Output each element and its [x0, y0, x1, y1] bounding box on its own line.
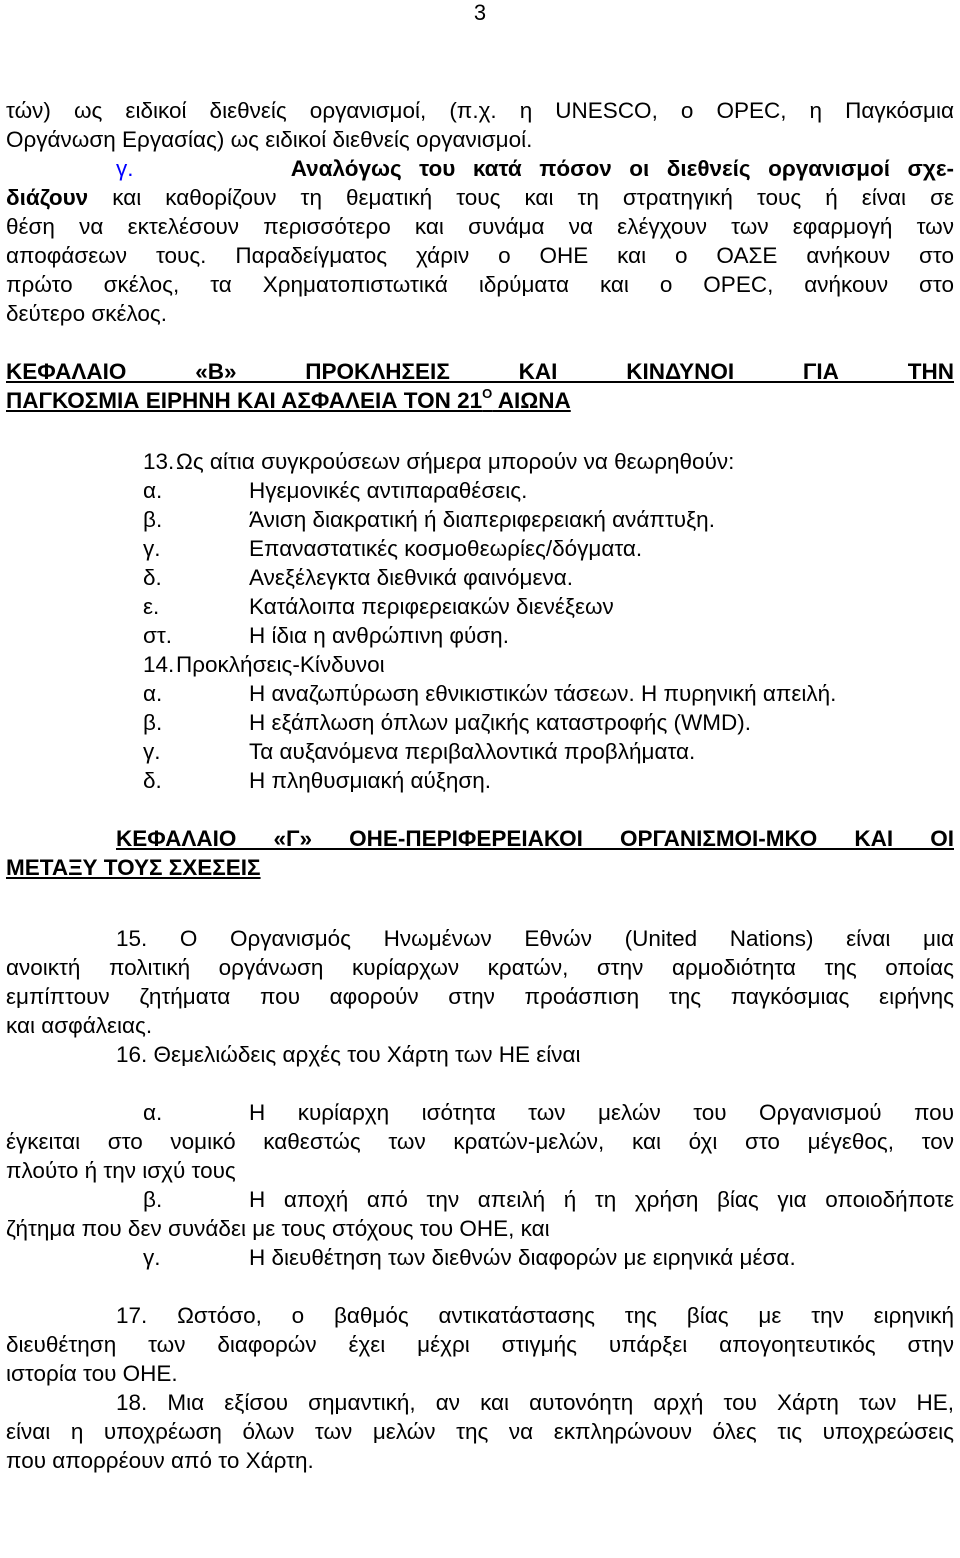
- q14-header: [143, 650, 954, 679]
- intro-c-label: γ.: [116, 156, 134, 181]
- q18-line-1: 18. Μια εξίσου σημαντική, αν και αυτονόητη αρχή του Χάρτη των ΗΕ,: [116, 1390, 954, 1415]
- q16-b-line-1: β. Η αποχή από την απειλή ή τη χρήση βίας για οποιοδήποτε: [143, 1187, 954, 1212]
- q16-a-line-1: α. Η κυρίαρχη ισότητα των μελών του Οργανισμού που: [143, 1100, 954, 1125]
- intro-c-line-6: δεύτερο σκέλος.: [6, 301, 168, 326]
- intro-c-line-4a: αποφάσεων τους.: [6, 243, 207, 268]
- q16-a-line-3: πλούτο ή την ισχύ τους: [6, 1158, 236, 1183]
- chapter-b-heading-line-2: ΠΑΓΚΟΣΜΙΑ ΕΙΡΗΝΗ ΚΑΙ ΑΣΦΑΛΕΙΑ ΤΟΝ $21^O$ ΑΙΩΝΑ: [6, 386, 571, 413]
- chapter-b-heading-line-1: ΚΕΦΑΛΑΙΟ «Β» ΠΡΟΚΛΗΣΕΙΣ ΚΑΙ ΚΙΝΔΥΝΟΙ ΓΙΑ ΤΗΝ: [6, 359, 954, 384]
- list-item: γ. Τα αυξανόμενα περιβαλλοντικά προβλήματα.: [143, 739, 696, 764]
- q13-list: [6, 447, 954, 795]
- list-item: στ. Η ίδια η ανθρώπινη φύση.: [143, 623, 509, 648]
- q16-b-line-2: ζήτημα που δεν συνάδει με τους στόχους του ΟΗΕ, και: [6, 1216, 550, 1241]
- q17-line-3: ιστορία του ΟΗΕ.: [6, 1361, 178, 1386]
- intro-c-line-1: [6, 154, 954, 183]
- q14-number: 14.: [143, 652, 175, 677]
- q18-line-2: είναι η υποχρέωση όλων των μελών της να εκπληρώνουν όλες τις υποχρεώσεις: [6, 1419, 954, 1444]
- q14-text: Προκλήσεις-Κίνδυνοι: [176, 652, 385, 677]
- intro-line-2: Οργάνωση Εργασίας) ως ειδικοί διεθνείς οργανισμοί.: [6, 127, 533, 152]
- q15-line-4: και ασφάλειας.: [6, 1013, 153, 1038]
- list-item: δ. Η πληθυσμιακή αύξηση.: [143, 768, 492, 793]
- intro-c-line-2: [6, 183, 954, 212]
- intro-c-line-4: [6, 241, 954, 270]
- q16-a-line-2: έγκειται στο νομικό καθεστώς των κρατών-μελών, και όχι στο μέγεθος, τον: [6, 1129, 954, 1154]
- intro-c-line-5: πρώτο σκέλος, τα Χρηματοπιστωτικά ιδρύματα και ο OPEC, ανήκουν στο: [6, 272, 954, 297]
- q15-line-2: ανοικτή πολιτική οργάνωση κυρίαρχων κρατών, στην αρμοδιότητα της οποίας: [6, 955, 954, 980]
- intro-c-bold: Αναλόγως του κατά πόσον οι διεθνείς οργανισμοί σχε-: [290, 156, 954, 181]
- q15-line-1: 15. Ο Οργανισμός Ηνωμένων Εθνών (United Nations) είναι μια: [116, 926, 954, 951]
- page-number: 3: [473, 0, 487, 25]
- q17-line-1: 17. Ωστόσο, ο βαθμός αντικατάστασης της βίας με την ειρηνική: [116, 1303, 954, 1328]
- q16-text: Θεμελιώδεις αρχές του Χάρτη των ΗΕ είναι: [147, 1042, 581, 1067]
- q16-header: [6, 1040, 954, 1069]
- list-item: ε. Κατάλοιπα περιφερειακών διενέξεων: [143, 594, 614, 619]
- intro-c-bold-2: διάζουν: [6, 185, 89, 210]
- q18-line-3: που απορρέουν από το Χάρτη.: [6, 1448, 314, 1473]
- intro-c-rest-1: και καθορίζουν τη θεματική τους και τη στρατηγική τους ή είναι σε: [88, 185, 954, 210]
- q16-c-line-1: γ. Η διευθέτηση των διεθνών διαφορών με ειρηνικά μέσα.: [143, 1245, 796, 1270]
- list-item: δ. Ανεξέλεγκτα διεθνικά φαινόμενα.: [143, 565, 574, 590]
- q13-header: [143, 447, 954, 476]
- q17-line-2: διευθέτηση των διαφορών έχει μέχρι στιγμής υπάρξει απογοητευτικός στην: [6, 1332, 954, 1357]
- list-item: β. Άνιση διακρατική ή διαπεριφερειακή ανάπτυξη.: [143, 507, 715, 532]
- intro-c-line-3: θέση να εκτελέσουν περισσότερο και συνάμα να ελέγχουν των εφαρμογή των: [6, 214, 954, 239]
- list-item: β. Η εξάπλωση όπλων μαζικής καταστροφής (WMD).: [143, 710, 752, 735]
- chapter-c-heading-line-2: ΜΕΤΑΞΥ ΤΟΥΣ ΣΧΕΣΕΙΣ: [6, 855, 261, 880]
- list-item: α. Ηγεμονικές αντιπαραθέσεις.: [143, 478, 528, 503]
- q16-number: 16.: [116, 1042, 148, 1067]
- q15-line-3: εμπίπτουν ζητήματα που αφορούν στην προάσπιση της παγκόσμιας ειρήνης: [6, 984, 954, 1009]
- intro-c-line-4b: Παραδείγματος χάριν ο ΟΗΕ και ο ΟΑΣΕ ανήκουν στο: [235, 243, 954, 268]
- list-item: γ. Επαναστατικές κοσμοθεωρίες/δόγματα.: [143, 536, 643, 561]
- q13-text: Ως αίτια συγκρούσεων σήμερα μπορούν να θεωρηθούν:: [176, 449, 735, 474]
- list-item: α. Η αναζωπύρωση εθνικιστικών τάσεων. Η πυρηνική απειλή.: [143, 681, 837, 706]
- document-body: [6, 96, 954, 1475]
- q13-number: 13.: [143, 449, 175, 474]
- intro-line-1: τών) ως ειδικοί διεθνείς οργανισμοί, (π.χ. η UNESCO, ο OPEC, η Παγκόσμια: [6, 98, 954, 123]
- chapter-c-heading-line-1: ΚΕΦΑΛΑΙΟ «Γ» ΟΗΕ-ΠΕΡΙΦΕΡΕΙΑΚΟΙ ΟΡΓΑΝΙΣΜΟΙ-ΜΚΟ ΚΑΙ ΟΙ: [116, 826, 954, 851]
